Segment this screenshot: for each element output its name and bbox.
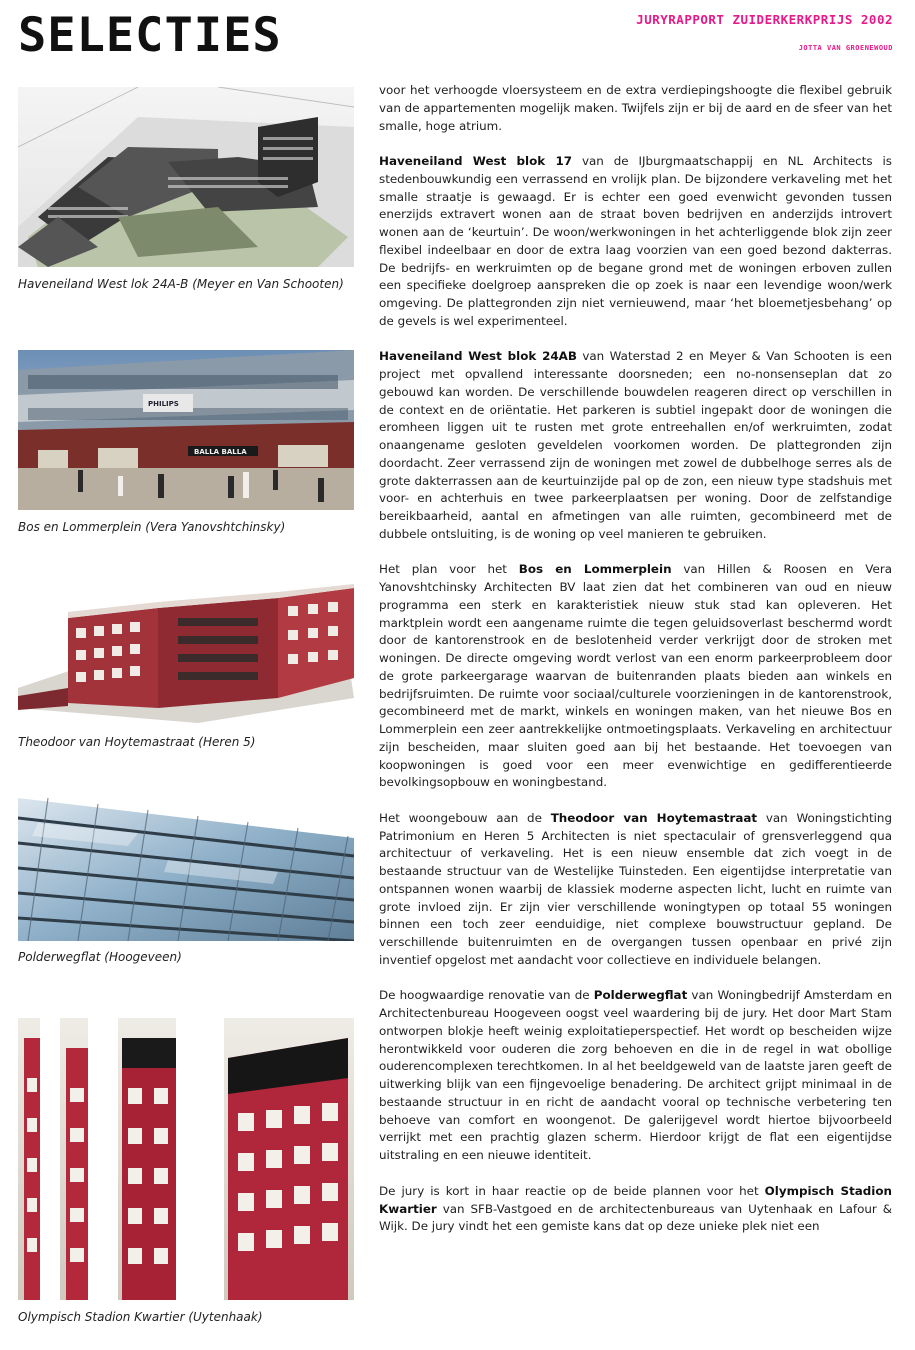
paragraph-haveneiland-17	[379, 153, 892, 331]
photo-bos-en-lommerplein	[18, 350, 354, 510]
paragraph-text: De hoogwaardige renovatie van de	[379, 988, 594, 1003]
paragraph-text: van Woningbedrijf Amsterdam en Architectenbureau Hoogeveen oogst veel waardering bij de jury. Het door Mart Stam ontworpen blokje heeft weinig exploitatieperspectief. Het wordt op bescheiden wijze herontwikkeld voor ouderen die zorg behoeven en die in de regel in wat obollige ouderencomplexen terechtkomen. In al het beeldgeweld van de laatste jaren geeft de uitwerking blijk van een fijngevoelige benadering. De architect grijpt minimaal in de bestaande structuur in en richt de aandacht vooral op technische verbetering ten behoeve van comfort en woongenot. De galerijgevel wordt hiertoe bijvoorbeeld verrijkt met een prachtig glazen scherm. Hierdoor krijgt de flat een eigentijdse uitstraling en een nieuwe identiteit.	[379, 988, 893, 1163]
project-name: Haveneiland West blok 24AB	[379, 349, 577, 364]
paragraph-text: van Hillen & Roosen en Vera Yanovshtchinsky Architecten BV laat zien dat het combineren van oud en nieuw programma een sterk en karakteristiek nieuw stuk stad kan opleveren. Het marktplein wordt een aangename ruimte die tegen geluidsoverlast beschermd wordt door de kantorenstrook en de beslotenheid verder verkrijgt door de stroken met woningen. De directe omgeving wordt verlost van een enorm parkeerprobleem door de grote parkeergarage waarvan de buitenranden plaats bieden aan winkels en bedrijfsruimten. De ruimte voor sociaal/culturele voorzieningen in de kantorenstrook, gecombineerd met de markt, winkels en woningen maken, van het nieuwe Bos en Lommerplein een zeer aantrekkelijke ontmoetingsplaats. Verkaveling en architectuur zijn bescheiden, maar sluiten goed aan bij het bestaande. Het toevoegen van koopwoningen is goed voor een meer evenwichtige en gedifferentieerde bevolkingsopbouw en woningbestand.	[379, 562, 893, 790]
caption-photo-4: Polderwegflat (Hoogeveen)	[18, 950, 182, 964]
page-title: SELECTIES	[18, 8, 282, 63]
photo-theodoor-van-hoytemastraat	[18, 578, 354, 726]
paragraph-text: van de IJburgmaatschappij en NL Architects is stedenbouwkundig een verrassend en vrolijk plan. De bijzondere verkaveling met het smalle straatje is gewaagd. Er is echter een goed evenwicht gevonden tussen enerzijds extravert wonen aan de straat boven bedrijven en anderzijds introvert wonen aan de ‘keurtuin’. De woon/werkwoningen in het achterliggende blok zijn zeer flexibel indeelbaar en door de extra laag voorzien van een goed bezond dakterras. De bedrijfs- en werkruimten op de begane grond met de woningen erboven zullen een specifieke doelgroep aanspreken die op zoek is naar een levendige woon/werk omgeving. De plattegronden zijn niet vernieuwend, maar ‘het bloemetjesbehang’ op de gevels is wel experimenteel.	[379, 154, 892, 328]
photo-olympisch-stadion-kwartier	[18, 1018, 354, 1300]
caption-photo-1: Haveneiland West lok 24A-B (Meyer en Van Schooten)	[18, 277, 344, 291]
photo-polderwegflat	[18, 798, 354, 941]
paragraph-text: Het plan voor het	[379, 562, 519, 577]
report-title: JURYRAPPORT ZUIDERKERKPRIJS 2002	[636, 12, 893, 27]
paragraph-text: De jury is kort in haar reactie op de beide plannen voor het	[379, 1183, 765, 1198]
paragraph-polderwegflat	[379, 987, 892, 1165]
caption-photo-5: Olympisch Stadion Kwartier (Uytenhaak)	[18, 1310, 263, 1324]
paragraph-intro	[379, 82, 892, 135]
paragraph-text: voor het verhoogde vloersysteem en de extra verdiepingshoogte die flexibel gebruik van de appartementen mogelijk maken. Twijfels zijn er bij de aard en de sfeer van het smalle, hoge atrium.	[379, 83, 892, 133]
project-name: Haveneiland West blok 17	[379, 154, 573, 169]
paragraph-text: van Waterstad 2 en Meyer & Van Schooten is een project met opvallend interessante doorsneden; een no-nonsenseplan dat zo gebouwd kan worden. De verschillende bouwdelen reageren direct op verschillen in de context en de oriëntatie. Het parkeren is subtiel ingepakt door de woningen die eromheen liggen uit te rusten met grote entreehallen en/of werkruimten, zodat onaangename gesloten geveldelen voorkomen worden. De plattegronden zijn doordacht. Zeer verrassend zijn de woningen met zowel de dubbelhoge serres als de grote dakterrassen aan de keurtuinzijde pal op de zon, een nieuw type stadshuis met voor- en achterhuis en twee parkeerplaatsen per woning. Door de zelfstandige bereikbaarheid, aantal en afmetingen van alle ruimten, gecombineerd met de dubbele ontsluiting, is de woning op veel manieren te gebruiken.	[379, 349, 892, 541]
author-name: JOTTA VAN GROENEWOUD	[798, 44, 893, 52]
paragraph-text: Het woongebouw aan de	[379, 810, 551, 825]
paragraph-text: van Woningstichting Patrimonium en Heren 5 Architecten is niet spectaculair of grensverleggend qua architectuur of verkaveling. Het is een nieuw ensemble dat zich voegt in de bestaande structuur van de Westelijke Tuinsteden. Een eigentijdse interpretatie van ontspannen wonen waarbij de klassiek moderne aspecten licht, lucht en ruimte van grote invloed zijn. Er zijn vier verschillende woningtypen op totaal 55 woningen binnen een toch zeer eenduidige, niet complexe bouwstructuur gepland. De verschillende buitenruimten en de overgangen tussen openbaar en privé zijn inventief opgelost met aandacht voor collectieve en individuele belangen.	[379, 810, 892, 967]
project-name: Olympisch Stadion Kwartier	[379, 1183, 892, 1216]
project-name: Theodoor van Hoytemastraat	[550, 810, 758, 825]
article-body	[379, 82, 892, 1254]
caption-photo-3: Theodoor van Hoytemastraat (Heren 5)	[18, 735, 256, 749]
caption-photo-2: Bos en Lommerplein (Vera Yanovshtchinsky)	[18, 520, 286, 534]
sign-philips: PHILIPS	[148, 400, 179, 408]
paragraph-haveneiland-24ab	[379, 348, 892, 543]
paragraph-text: van SFB-Vastgoed en de architectenbureaus van Uytenhaak en Lafour & Wijk. De jury vindt het een gemiste kans dat op deze unieke plek niet een	[379, 1201, 892, 1234]
paragraph-olympisch-stadion	[379, 1183, 892, 1236]
sign-balla: BALLA BALLA	[194, 448, 247, 456]
photo-haveneiland-aerial	[18, 87, 354, 267]
paragraph-theodoor	[379, 810, 892, 970]
project-name: Bos en Lommerplein	[518, 562, 672, 577]
project-name: Polderwegflat	[593, 988, 688, 1003]
paragraph-bos-en-lommerplein	[379, 561, 892, 792]
